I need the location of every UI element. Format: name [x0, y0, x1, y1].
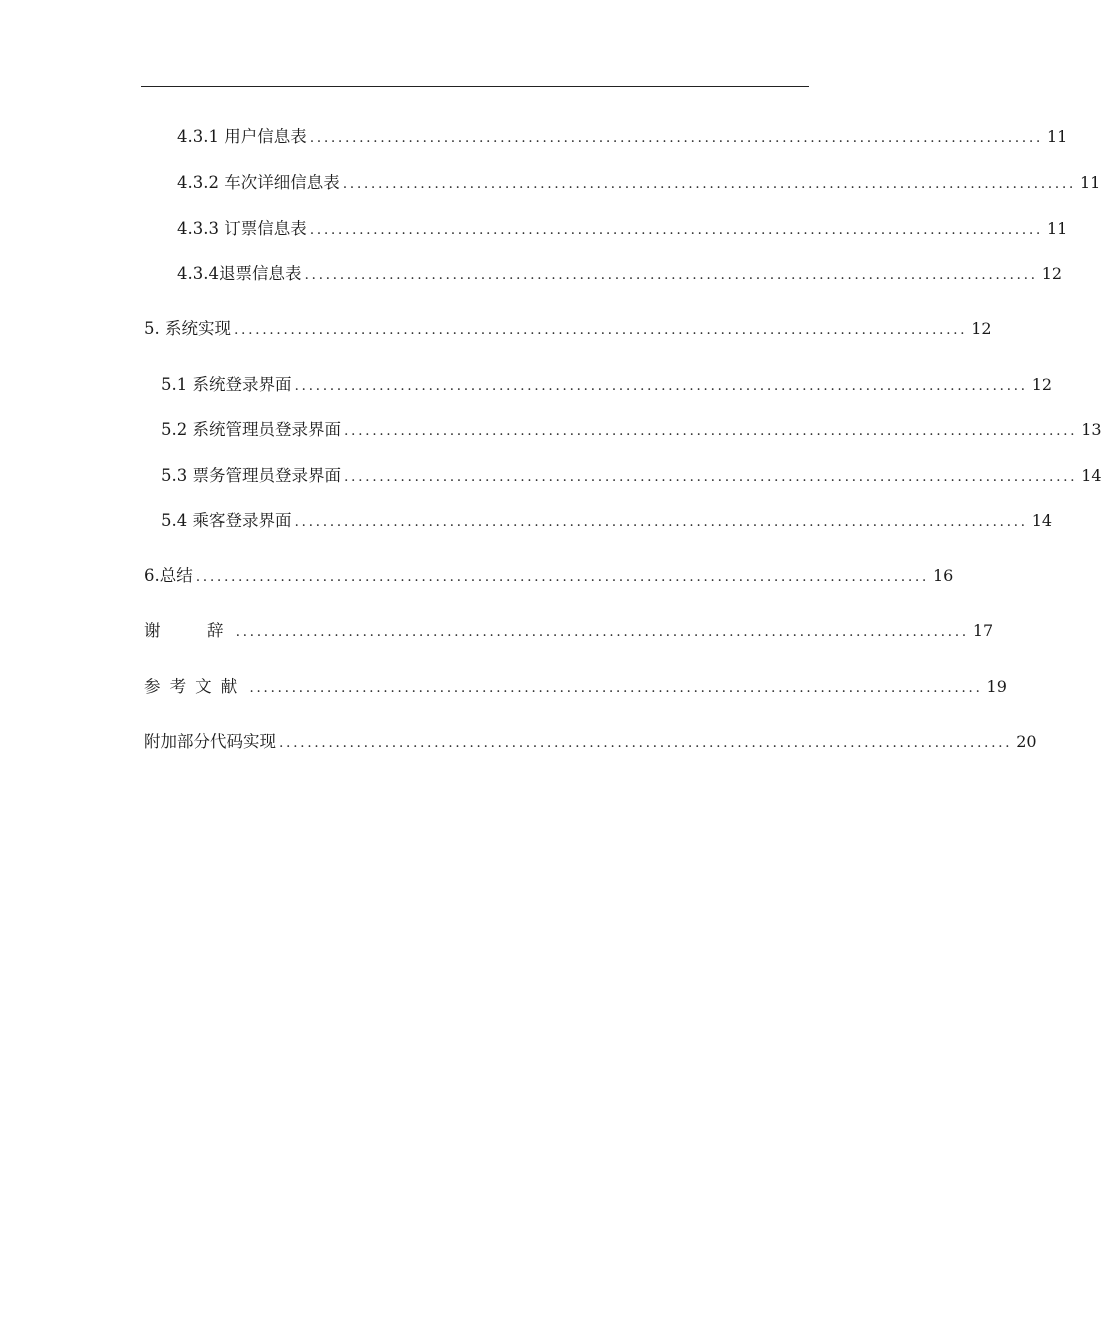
dot-leader: ........................................................................................................ — [342, 176, 1076, 192]
dot-leader: ........................................................................................................ — [309, 130, 1043, 146]
toc-entry-4-3-2[interactable] — [177, 171, 1101, 195]
dot-leader: ........................................................................................................ — [195, 569, 929, 585]
toc-entry-title: 5.3 票务管理员登录界面 — [161, 466, 341, 485]
dot-leader: ........................................................................................................ — [249, 680, 983, 696]
toc-page-number: 14 — [1031, 511, 1053, 530]
toc-page-number: 11 — [1079, 173, 1101, 192]
toc-entry-4-3-3[interactable] — [177, 217, 1068, 241]
toc-entry-title: 谢 辞 — [144, 621, 233, 640]
toc-entry-5-2[interactable] — [161, 418, 1102, 442]
toc-entry-title: 6.总结 — [144, 566, 193, 585]
dot-leader: ........................................................................................................ — [344, 469, 1078, 485]
dot-leader: ........................................................................................................ — [294, 514, 1028, 530]
toc-entry-5-1[interactable] — [161, 373, 1053, 397]
toc-page-number: 11 — [1046, 127, 1068, 146]
dot-leader: ........................................................................................................ — [234, 322, 968, 338]
dot-leader: ........................................................................................................ — [344, 423, 1078, 439]
toc-entry-title: 附加部分代码实现 — [144, 732, 276, 751]
toc-entry-title: 4.3.3 订票信息表 — [177, 219, 307, 238]
toc-page-number: 12 — [1041, 264, 1063, 283]
toc-page-number: 13 — [1081, 420, 1102, 439]
toc-page-number: 14 — [1081, 466, 1102, 485]
toc-entry-appendix-code[interactable] — [144, 730, 1037, 754]
toc-page-number: 19 — [986, 677, 1007, 696]
toc-page-number: 11 — [1046, 219, 1068, 238]
toc-entry-5[interactable] — [144, 317, 992, 341]
toc-entry-4-3-1[interactable] — [177, 125, 1068, 149]
toc-entry-5-4[interactable] — [161, 509, 1053, 533]
toc-entry-references[interactable] — [144, 675, 1007, 699]
toc-entry-4-3-4[interactable] — [177, 262, 1063, 286]
toc-entry-5-3[interactable] — [161, 464, 1102, 488]
dot-leader: ........................................................................................................ — [279, 735, 1013, 751]
dot-leader: ........................................................................................................ — [304, 267, 1038, 283]
toc-entry-title: 5. 系统实现 — [144, 319, 231, 338]
dot-leader: ........................................................................................................ — [235, 624, 969, 640]
toc-page-number: 12 — [971, 319, 992, 338]
toc-entry-title: 参考文献 — [144, 677, 247, 696]
toc-page-number: 20 — [1016, 732, 1037, 751]
toc-page-number: 12 — [1031, 375, 1053, 394]
toc-entry-acknowledgements[interactable] — [144, 619, 994, 643]
toc-entry-title: 4.3.2 车次详细信息表 — [177, 173, 340, 192]
dot-leader: ........................................................................................................ — [294, 378, 1028, 394]
toc-entry-title: 4.3.4退票信息表 — [177, 264, 302, 283]
toc-page-number: 17 — [972, 621, 994, 640]
toc-page-number: 16 — [932, 566, 954, 585]
dot-leader: ........................................................................................................ — [309, 222, 1043, 238]
toc-entry-title: 4.3.1 用户信息表 — [177, 127, 307, 146]
toc-entry-title: 5.2 系统管理员登录界面 — [161, 420, 341, 439]
toc-entry-title: 5.1 系统登录界面 — [161, 375, 292, 394]
toc-entry-6[interactable] — [144, 564, 954, 588]
toc-entry-title: 5.4 乘客登录界面 — [161, 511, 292, 530]
